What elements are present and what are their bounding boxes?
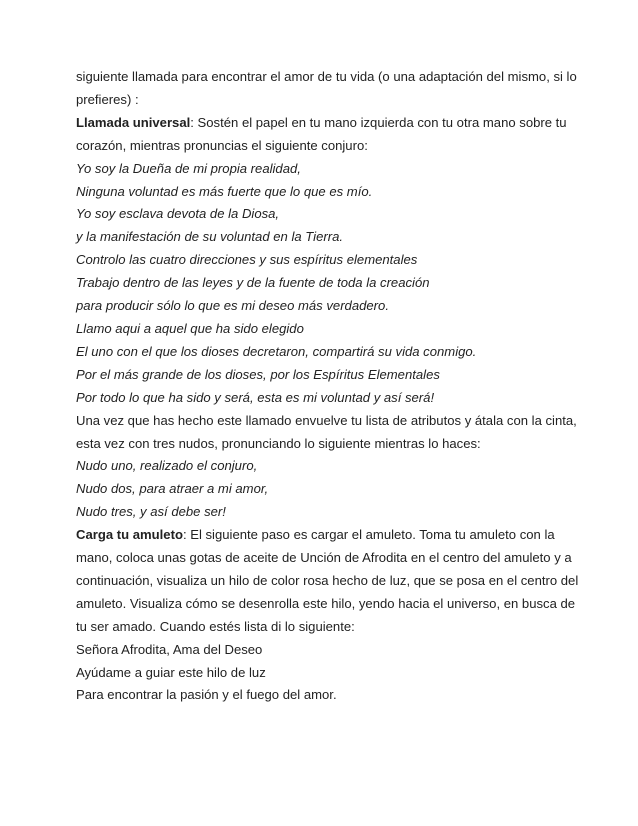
conjuro-line: y la manifestación de su voluntad en la Tierra.: [76, 229, 343, 245]
llamada-text: : Sostén el papel en tu mano izquierda con tu otra mano sobre tu: [190, 114, 567, 130]
text-line: siguiente llamada para encontrar el amor de tu vida (o una adaptación del mismo, si lo: [76, 69, 577, 84]
conjuro-line: Llamo aqui a aquel que ha sido elegido: [76, 320, 304, 336]
text-line: corazón, mientras pronuncias el siguiente conjuro:: [76, 137, 368, 153]
carga-heading: Carga tu amuleto: [76, 527, 183, 543]
carga-paragraph-first-line: [76, 524, 566, 547]
conjuro-line: Ninguna voluntad es más fuerte que lo que es mío.: [76, 183, 373, 199]
conjuro-line: Trabajo dentro de las leyes y de la fuente de toda la creación: [76, 275, 430, 291]
nudo-line: Nudo uno, realizado el conjuro,: [76, 458, 258, 474]
conjuro-line: Por todo lo que ha sido y será, esta es mi voluntad y así será!: [76, 389, 435, 405]
conjuro-line: Por el más grande de los dioses, por los Espíritus Elementales: [76, 366, 440, 382]
invocacion-line: Señora Afrodita, Ama del Deseo: [76, 641, 263, 657]
llamada-heading: Llamada universal: [76, 114, 191, 130]
carga-text: : El siguiente paso es cargar el amuleto. Toma tu amuleto con la: [182, 527, 555, 543]
nudo-line: Nudo dos, para atraer a mi amor,: [76, 481, 269, 497]
conjuro-line: El uno con el que los dioses decretaron, compartirá su vida conmigo.: [76, 343, 477, 359]
conjuro-line: para producir sólo lo que es mi deseo más verdadero.: [76, 298, 389, 314]
invocacion-line: Para encontrar la pasión y el fuego del amor.: [76, 687, 337, 703]
text-line: continuación, visualiza un hilo de color rosa hecho de luz, que se posa en el centro del: [76, 572, 579, 588]
conjuro-line: Yo soy esclava devota de la Diosa,: [76, 206, 280, 222]
text-line: mano, coloca unas gotas de aceite de Unción de Afrodita en el centro del amuleto y a: [76, 550, 572, 566]
text-line: amuleto. Visualiza cómo se desenrolla este hilo, yendo hacia el universo, en busca de: [76, 595, 576, 611]
llamada-paragraph-first-line: [76, 112, 566, 135]
text-line: tu ser amado. Cuando estés lista di lo siguiente:: [76, 618, 355, 634]
text-line: esta vez con tres nudos, pronunciando lo siguiente mientras lo haces:: [76, 435, 481, 451]
conjuro-line: Controlo las cuatro direcciones y sus espíritus elementales: [76, 252, 418, 268]
nudo-line: Nudo tres, y así debe ser!: [76, 504, 226, 520]
document-body: [76, 66, 579, 707]
invocacion-line: Ayúdame a guiar este hilo de luz: [76, 664, 266, 680]
text-line: Una vez que has hecho este llamado envuelve tu lista de atributos y átala con la cinta,: [76, 412, 577, 428]
conjuro-line: Yo soy la Dueña de mi propia realidad,: [76, 160, 301, 176]
text-line: prefieres) :: [76, 91, 139, 107]
